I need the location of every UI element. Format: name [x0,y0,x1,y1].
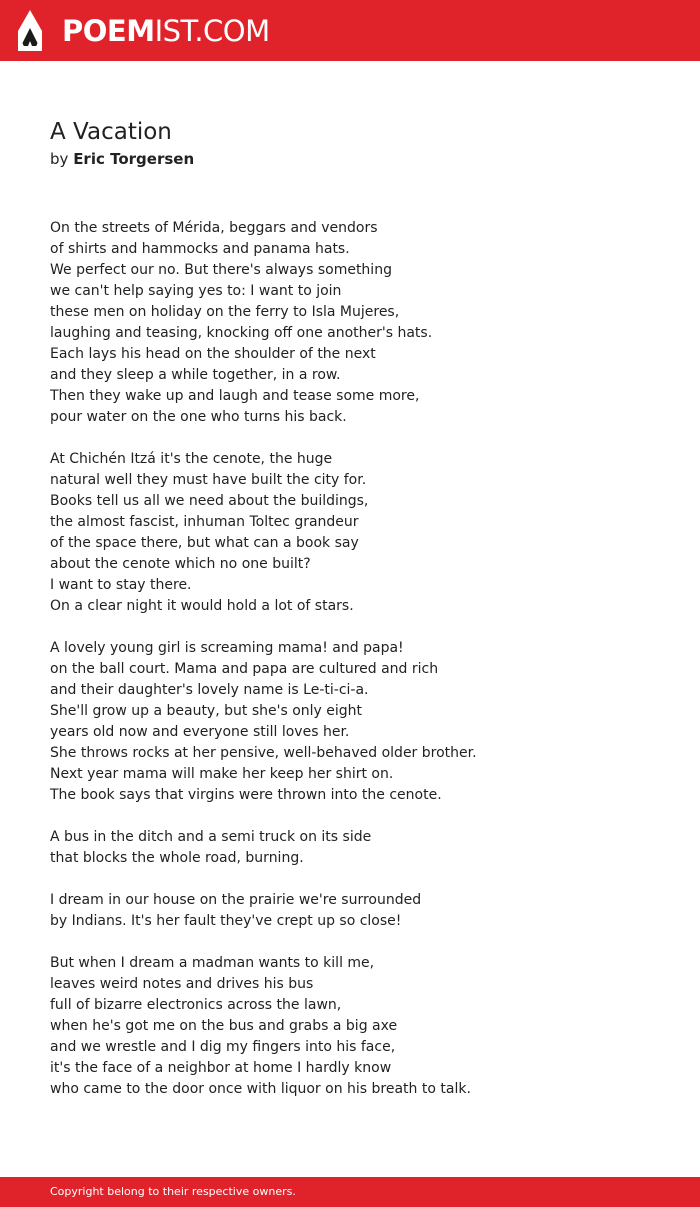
poem-line: it's the face of a neighbor at home I hardly know [50,1060,392,1076]
poem-line: Next year mama will make her keep her shirt on. [50,766,394,782]
poem-line: On a clear night it would hold a lot of stars. [50,598,354,614]
poem-line: that blocks the whole road, burning. [50,850,304,866]
site-header [0,0,700,61]
poem-line: At Chichén Itzá it's the cenote, the huge [50,451,333,467]
poem-line: by Indians. It's her fault they've crept up so close! [50,913,402,929]
site-logo[interactable] [62,12,270,50]
poem-line: She'll grow up a beauty, but she's only eight [50,703,363,719]
poem-line: natural well they must have built the city for. [50,472,367,488]
poem-line: The book says that virgins were thrown into the cenote. [50,787,442,803]
poem-line: of the space there, but what can a book say [50,535,359,551]
poem-line: Books tell us all we need about the buildings, [50,493,369,509]
poem-line: Then they wake up and laugh and tease some more, [50,388,420,404]
poem-line: A lovely young girl is screaming mama! and papa! [50,640,404,656]
poem-stanza [50,218,670,428]
poem-line: full of bizarre electronics across the lawn, [50,997,342,1013]
poem-line: I want to stay there. [50,577,192,593]
poem-line: and we wrestle and I dig my fingers into his face, [50,1039,396,1055]
poem-line: I dream in our house on the prairie we're surrounded [50,892,422,908]
poem-stanza [50,827,670,869]
poem-line: laughing and teasing, knocking off one another's hats. [50,325,433,341]
poem-title: A Vacation [50,119,172,145]
logo-light-text: IST.COM [154,14,270,48]
site-footer [0,1177,700,1207]
poem-stanza [50,890,670,932]
poem-line: We perfect our no. But there's always something [50,262,392,278]
poem-line: pour water on the one who turns his back. [50,409,347,425]
poem-byline [50,149,194,169]
poem-line: years old now and everyone still loves her. [50,724,350,740]
poem-line: Each lays his head on the shoulder of the next [50,346,376,362]
poem-stanza [50,953,670,1100]
poem-line: On the streets of Mérida, beggars and vendors [50,220,378,236]
poem-line: A bus in the ditch and a semi truck on its side [50,829,372,845]
poem-line: But when I dream a madman wants to kill me, [50,955,375,971]
logo-bold-text: POEM [62,14,155,48]
poem-line: leaves weird notes and drives his bus [50,976,314,992]
poem-line: when he's got me on the bus and grabs a big axe [50,1018,398,1034]
poem-line: these men on holiday on the ferry to Isla Mujeres, [50,304,400,320]
poem-line: She throws rocks at her pensive, well-behaved older brother. [50,745,477,761]
poem-line: and they sleep a while together, in a row. [50,367,341,383]
author-name: Eric Torgersen [73,150,195,168]
by-label: by [50,150,69,168]
poem-body [50,218,670,1121]
poem-line: of shirts and hammocks and panama hats. [50,241,350,257]
poem-stanza [50,449,670,617]
poem-line: the almost fascist, inhuman Toltec grandeur [50,514,359,530]
pen-nib-icon[interactable] [18,10,42,51]
poem-line: on the ball court. Mama and papa are cultured and rich [50,661,439,677]
copyright-text: Copyright belong to their respective owners. [50,1185,296,1198]
poem-line: we can't help saying yes to: I want to join [50,283,342,299]
poem-line: about the cenote which no one built? [50,556,311,572]
poem-line: who came to the door once with liquor on his breath to talk. [50,1081,471,1097]
poem-stanza [50,638,670,806]
poem-line: and their daughter's lovely name is Le-ti-ci-a. [50,682,369,698]
